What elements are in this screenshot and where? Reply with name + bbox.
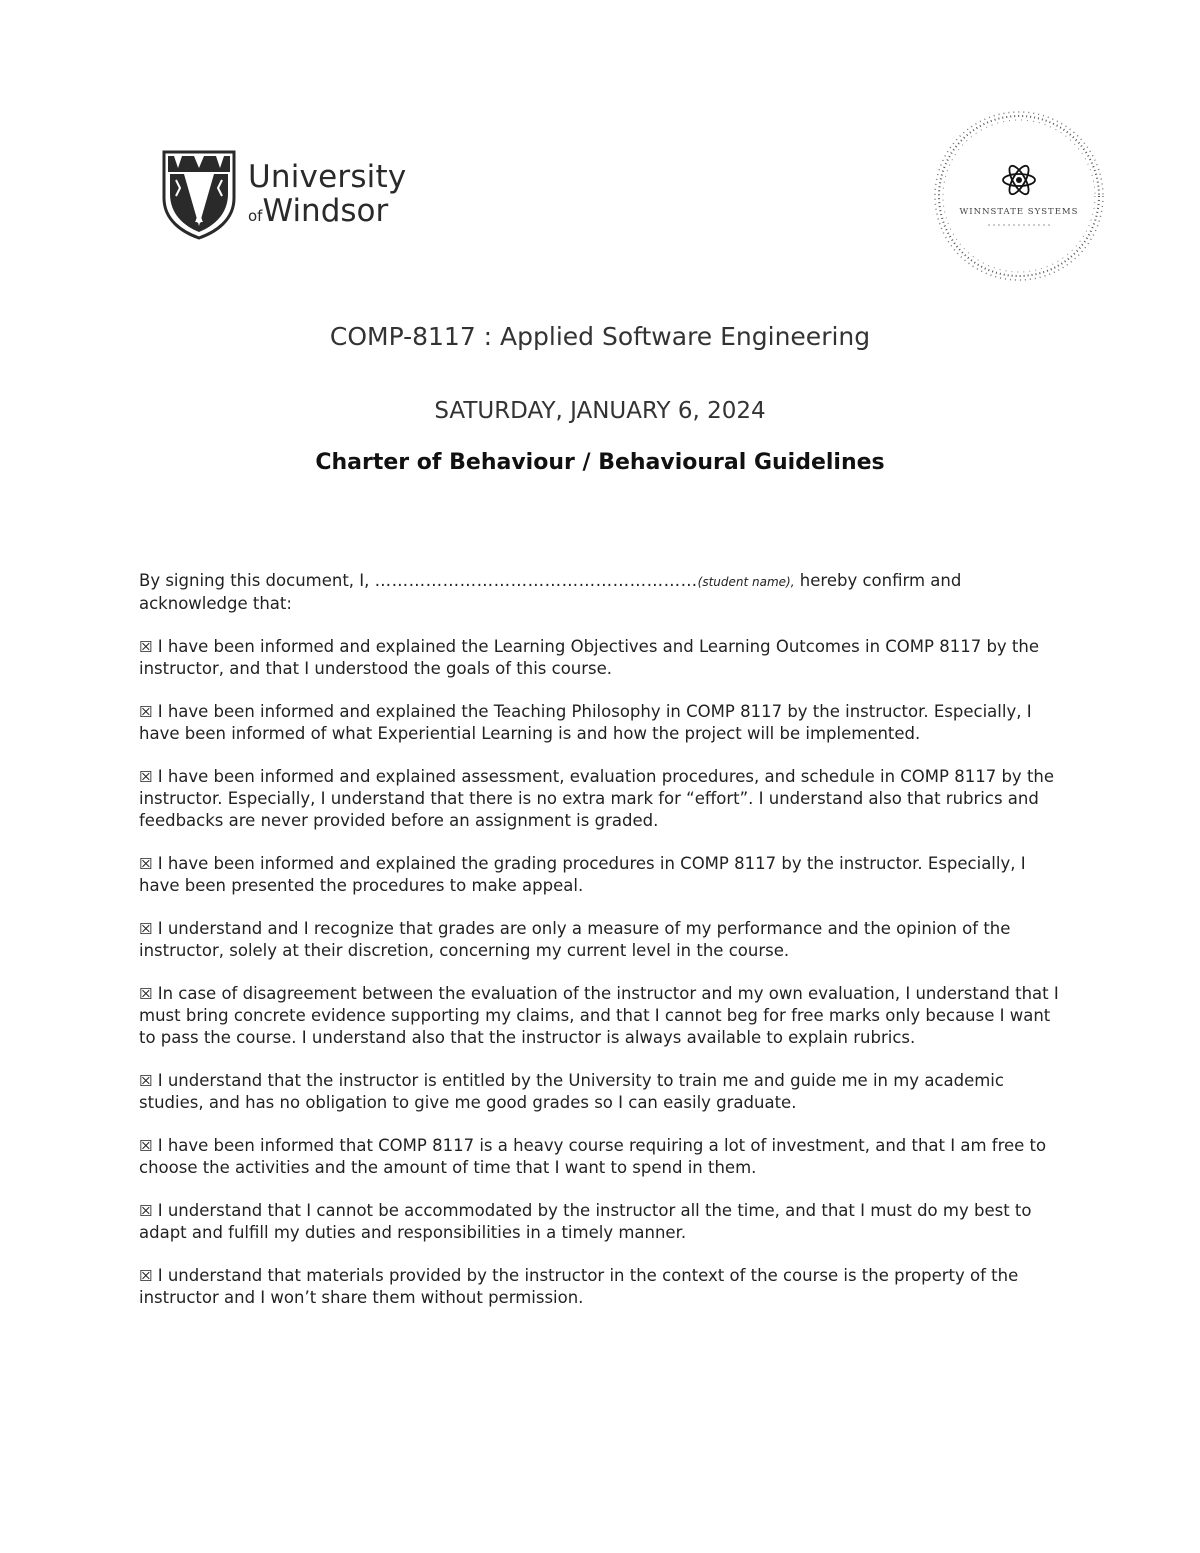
checked-checkbox-icon[interactable]: ☒ bbox=[139, 1267, 153, 1285]
list-item bbox=[139, 1200, 1069, 1244]
checked-checkbox-icon[interactable]: ☒ bbox=[139, 768, 153, 786]
university-logo bbox=[160, 148, 410, 243]
course-heading: COMP-8117 : Applied Software Engineering bbox=[329, 322, 871, 351]
item-text: I have been informed and explained the Learning Objectives and Learning Outcomes in COMP 8117 by the instructor, and that I understood the goals of this course. bbox=[139, 637, 1040, 678]
item-text: I have been informed and explained the Teaching Philosophy in COMP 8117 by the instructor. Especially, I have been informed of what Experiential Learning is and how the project will be implemented. bbox=[139, 702, 1032, 743]
checked-checkbox-icon[interactable]: ☒ bbox=[139, 703, 153, 721]
university-crest-icon bbox=[160, 148, 238, 240]
list-item bbox=[139, 918, 1069, 962]
item-text: In case of disagreement between the evaluation of the instructor and my own evaluation, I understand that I must bring concrete evidence supporting my claims, and that I cannot beg for free marks only because I want to pass the course. I understand also that the instructor is always available to explain rubrics. bbox=[139, 984, 1059, 1047]
item-text: I understand and I recognize that grades are only a measure of my performance and the opinion of the instructor, solely at their discretion, concerning my current level in the course. bbox=[139, 919, 1011, 960]
seal-emblem-icon bbox=[930, 107, 1108, 285]
company-seal bbox=[930, 107, 1108, 285]
student-name-label: (student name), bbox=[697, 575, 795, 589]
list-item bbox=[139, 766, 1069, 832]
list-item bbox=[139, 1265, 1069, 1309]
intro-paragraph bbox=[139, 570, 1069, 615]
intro-suffix: hereby confirm and acknowledge that: bbox=[139, 571, 962, 613]
checked-checkbox-icon[interactable]: ☒ bbox=[139, 1202, 153, 1220]
checked-checkbox-icon[interactable]: ☒ bbox=[139, 855, 153, 873]
student-name-blank[interactable]: ………………………………………………… bbox=[374, 571, 698, 590]
list-item bbox=[139, 983, 1069, 1049]
checked-checkbox-icon[interactable]: ☒ bbox=[139, 638, 153, 656]
item-text: I understand that I cannot be accommodated by the instructor all the time, and that I must do my best to adapt and fulfill my duties and responsibilities in a timely manner. bbox=[139, 1201, 1032, 1242]
logo-line2 bbox=[248, 193, 406, 229]
checked-checkbox-icon[interactable]: ☒ bbox=[139, 1072, 153, 1090]
item-text: I have been informed and explained assessment, evaluation procedures, and schedule in COMP 8117 by the instructor. Especially, I understand that there is no extra mark for “effort”. I understand also that rubrics and feedbacks are never provided before an assignment is graded. bbox=[139, 767, 1055, 830]
list-item bbox=[139, 701, 1069, 745]
seal-text: WINNSTATE SYSTEMS bbox=[959, 207, 1079, 217]
document-date: SATURDAY, JANUARY 6, 2024 bbox=[434, 398, 766, 424]
document-title: Charter of Behaviour / Behavioural Guidelines bbox=[315, 450, 885, 475]
list-item bbox=[139, 853, 1069, 897]
item-text: I have been informed that COMP 8117 is a heavy course requiring a lot of investment, and that I am free to choose the activities and the amount of time that I want to spend in them. bbox=[139, 1136, 1047, 1177]
logo-line2-main: Windsor bbox=[262, 193, 389, 229]
intro-prefix: By signing this document, I, bbox=[139, 571, 375, 590]
logo-line2-prefix: of bbox=[248, 207, 263, 225]
charter-body bbox=[139, 570, 1069, 1330]
list-item bbox=[139, 636, 1069, 680]
list-item bbox=[139, 1135, 1069, 1179]
university-wordmark bbox=[248, 159, 407, 229]
item-text: I understand that materials provided by the instructor in the context of the course is the property of the instructor and I won’t share them without permission. bbox=[139, 1266, 1019, 1307]
list-item bbox=[139, 1070, 1069, 1114]
checked-checkbox-icon[interactable]: ☒ bbox=[139, 1137, 153, 1155]
checked-checkbox-icon[interactable]: ☒ bbox=[139, 920, 153, 938]
item-text: I have been informed and explained the grading procedures in COMP 8117 by the instructor. Especially, I have been presented the procedures to make appeal. bbox=[139, 854, 1026, 895]
checked-checkbox-icon[interactable]: ☒ bbox=[139, 985, 153, 1003]
item-text: I understand that the instructor is entitled by the University to train me and guide me in my academic studies, and has no obligation to give me good grades so I can easily graduate. bbox=[139, 1071, 1004, 1112]
logo-line1: University bbox=[248, 159, 407, 195]
